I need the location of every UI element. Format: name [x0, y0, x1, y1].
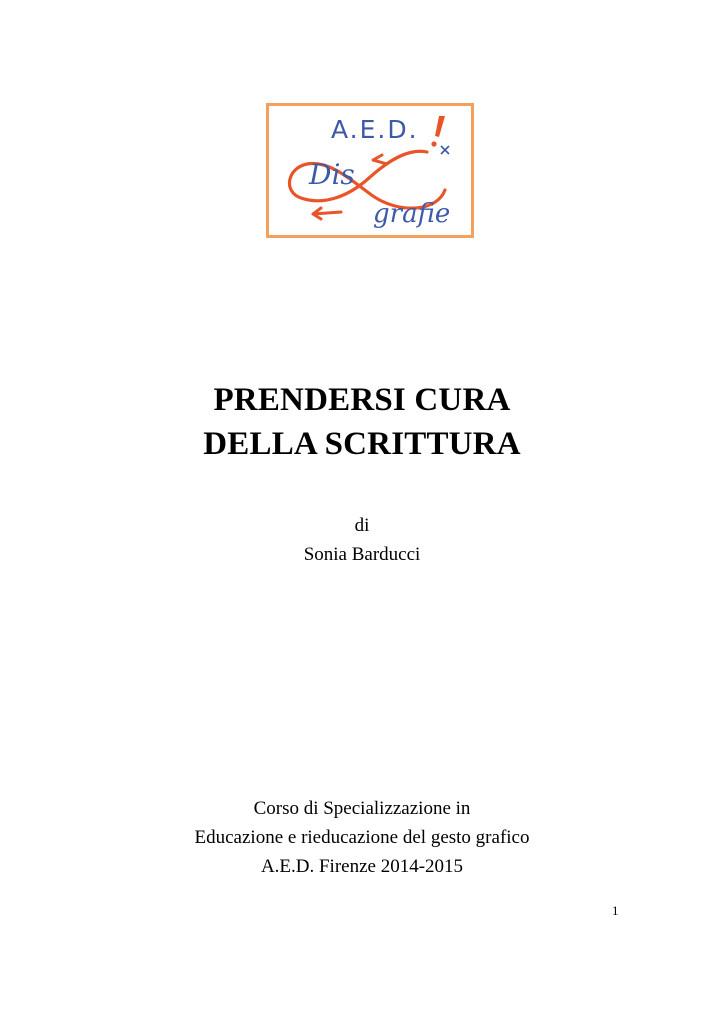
document-title-line-1: PRENDERSI CURA: [213, 382, 511, 418]
course-line-3: A.E.D. Firenze 2014-2015: [260, 856, 464, 877]
aed-logo: [266, 103, 474, 238]
logo-word-dis: Dis: [309, 158, 355, 191]
page-number: 1: [612, 903, 619, 918]
byline-prefix: di: [354, 515, 370, 536]
document-title-line-2: DELLA SCRITTURA: [203, 426, 521, 462]
course-line-2: Educazione e rieducazione del gesto grafico: [194, 827, 530, 848]
course-line-1: Corso di Specializzazione in: [253, 798, 471, 819]
author-name: Sonia Barducci: [303, 544, 421, 565]
logo-word-grafie: grafie: [373, 199, 451, 229]
logo-heading: A.E.D.: [331, 115, 419, 144]
pencil-icon: [435, 116, 445, 137]
logo-graphic: [269, 106, 471, 235]
